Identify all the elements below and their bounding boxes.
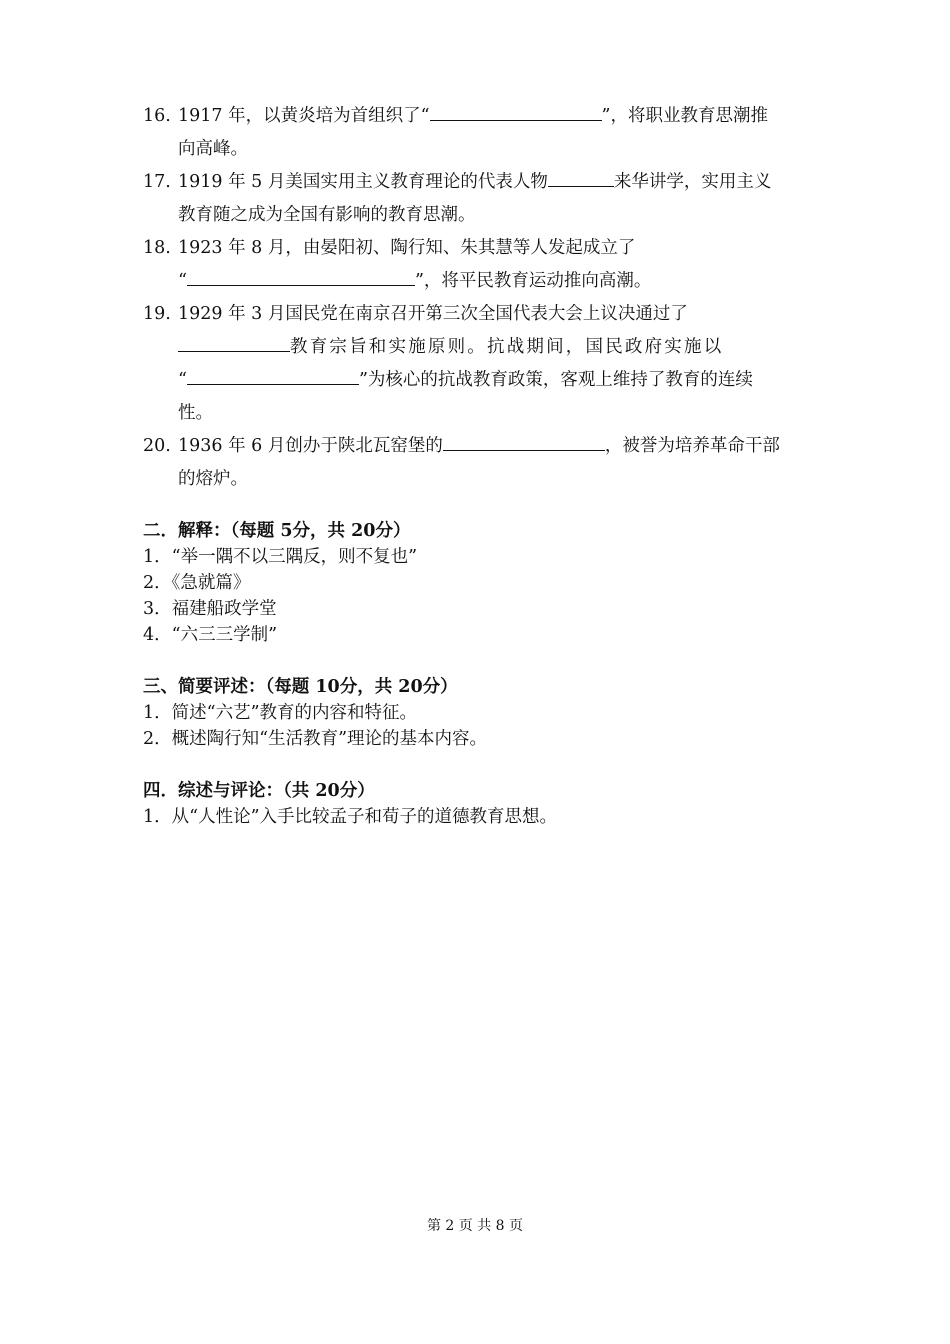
question-20 <box>143 430 811 496</box>
question-19 <box>143 298 811 430</box>
section-2-item: 1．“举一隅不以三隅反，则不复也” <box>143 547 418 567</box>
answer-blank <box>548 168 614 187</box>
question-text: 1923 年 8 月，由晏阳初、陶行知、朱其慧等人发起成立了 <box>178 238 636 258</box>
question-text-continued: 的熔炉。 <box>178 469 248 489</box>
question-number: 20. <box>143 436 171 456</box>
answer-blank <box>443 432 605 451</box>
question-text: ”，将平民教育运动推向高潮。 <box>414 271 652 291</box>
question-18 <box>143 232 811 298</box>
answer-blank <box>178 333 290 352</box>
question-text: “ <box>178 370 187 390</box>
section-4-item: 1．从“人性论”入手比较孟子和荀子的道德教育思想。 <box>143 807 558 827</box>
question-text: 来华讲学，实用主义 <box>613 172 772 192</box>
page-footer: 第 2 页 共 8 页 <box>426 1218 524 1234</box>
section-3-item: 2．概述陶行知“生活教育”理论的基本内容。 <box>143 729 488 749</box>
answer-blank <box>430 102 602 121</box>
question-text: 教育宗旨和实施原则。抗战期间，国民政府实施以 <box>290 337 724 357</box>
question-number: 16. <box>143 106 171 126</box>
section-3-item: 1．简述“六艺”教育的内容和特征。 <box>143 703 418 723</box>
section-2-item: 2．《急就篇》 <box>143 573 251 593</box>
section-2-heading: 二．解释：（每题 5分，共 20分） <box>143 521 411 541</box>
question-number: 19. <box>143 304 171 324</box>
question-text-continued: 性。 <box>178 403 213 423</box>
question-text: 1929 年 3 月国民党在南京召开第三次全国代表大会上议决通过了 <box>178 304 688 324</box>
question-text: 1919 年 5 月美国实用主义教育理论的代表人物 <box>178 172 548 192</box>
question-text: 1917 年，以黄炎培为首组织了“ <box>178 106 430 126</box>
section-2-item: 4．“六三三学制” <box>143 625 278 645</box>
question-text-continued: 教育随之成为全国有影响的教育思潮。 <box>178 205 476 225</box>
question-number: 17. <box>143 172 171 192</box>
question-text: ”，将职业教育思潮推 <box>601 106 768 126</box>
answer-blank <box>187 267 415 286</box>
section-2-item: 3．福建船政学堂 <box>143 599 277 619</box>
question-16 <box>143 100 811 166</box>
question-17 <box>143 166 811 232</box>
section-4-heading: 四．综述与评论：（共 20分） <box>143 781 375 801</box>
question-number: 18. <box>143 238 171 258</box>
question-text: 1936 年 6 月创办于陕北瓦窑堡的 <box>178 436 443 456</box>
question-text-continued: 向高峰。 <box>178 139 248 159</box>
question-text: ”为核心的抗战教育政策，客观上维持了教育的连续 <box>358 370 753 390</box>
question-text: ，被誉为培养革命干部 <box>604 436 780 456</box>
question-text: “ <box>178 271 187 291</box>
answer-blank <box>187 366 359 385</box>
section-3-heading: 三、简要评述：（每题 10分，共 20分） <box>143 677 458 697</box>
